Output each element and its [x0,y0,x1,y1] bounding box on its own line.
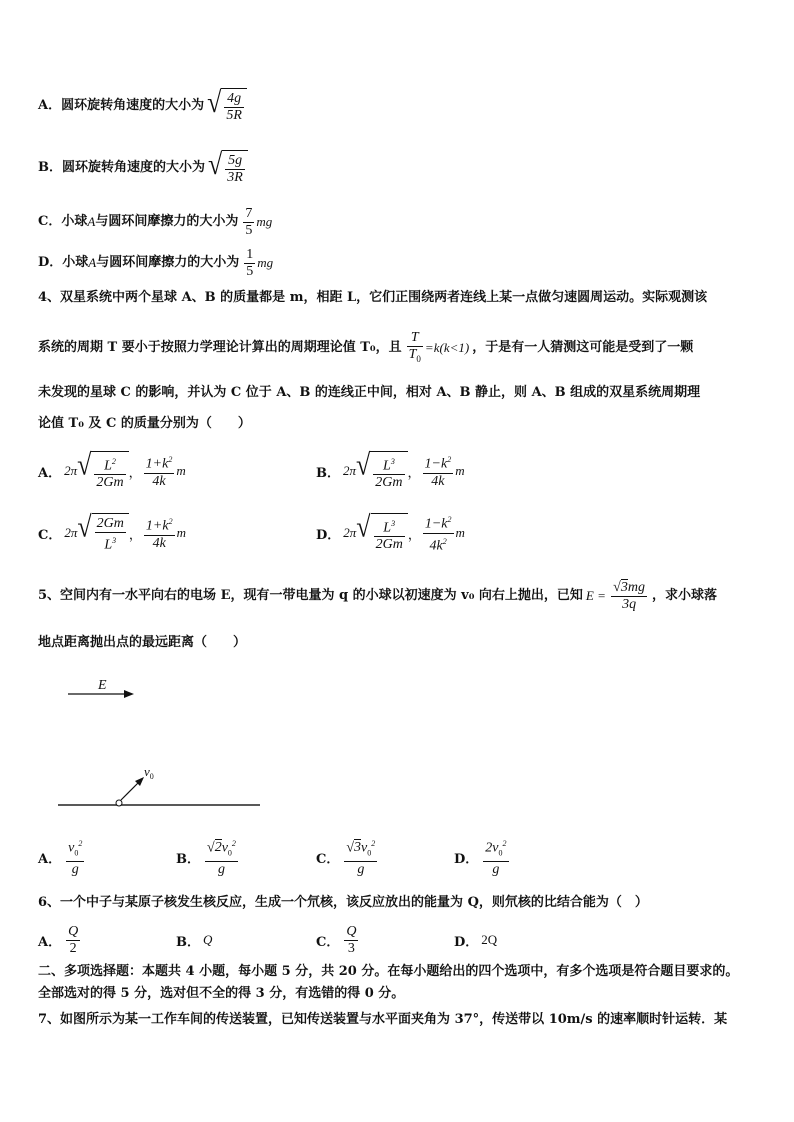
section2-line-1: 二、多项选择题：本题共 4 小题，每小题 5 分，共 20 分。在每小题给出的四个选项中，有多个选项是符合题目要求的。 [38,964,739,979]
q4-line-2: 系统的周期 T 要小于按照力学理论计算出的周期理论值 T₀，且 $\frac{T}{T_0}$ =k(k<1) ，于是有一人猜测这可能是受到了一颗 [38,330,693,366]
q4-ratio-formula: $\frac{T}{T_0}$ =k(k<1) [408,329,470,364]
q3-option-d: D．小球 A 与圆环间摩擦力的大小为 $\frac{1}{5}$ mg [38,246,274,279]
q4-option-d-formula: 2 π √ $\frac{L^3}{2Gm}$ ， $\frac{1-k^2}{4k^2}$ m [343,509,465,554]
q7-line-1: 7、如图所示为某一工作车间的传送装置，已知传送装置与水平面夹角为 37°，传送带以 10m/s 的速率顺时针运转．某 [38,1012,728,1027]
q3-option-b-text: B．圆环旋转角速度的大小为 [38,160,205,175]
q3-option-a-formula: √ $\frac{4g}{5R}$ [207,88,247,124]
q5-option-d: D． $\frac{2v_0^2}{g}$ [454,838,507,878]
q6-line-1: 6、一个中子与某原子核发生核反应，生成一个氘核，该反应放出的能量为 Q，则氘核的比结合能为（ ） [38,895,648,910]
q5-line-1: 5、空间内有一水平向右的电场 E，现有一带电量为 q 的小球以初速度为 v₀ 向右上抛出，已知 E = $\frac{√3mg}{3q}$ ，求小球落 [38,579,717,612]
q3-option-b-formula: √ $\frac{5g}{3R}$ [208,150,248,186]
svg-text:v0 [144,764,154,781]
q3-option-a [38,86,250,126]
q4-line-3: 未发现的星球 C 的影响，并认为 C 位于 A、B 的连线正中间，相对 A、B 静止，则 A、B 组成的双星系统周期理 [38,385,701,400]
q3-option-d-formula: $\frac{1}{5}$ mg [246,246,274,279]
q5-diagram-v-sub: 0 [149,772,154,781]
q5-line-2: 地点距离抛出点的最远距离（ ） [38,635,247,650]
q4-line-1: 4、双星系统中两个星球 A、B 的质量都是 m，相距 L，它们正围绕两者连线上某一点做匀速圆周运动。实际观测该 [38,290,708,305]
q6-option-c: C． $\frac{Q}{3}$ [316,923,357,956]
q3-option-b [38,148,251,188]
q5-e-formula: E = $\frac{√3mg}{3q}$ [585,579,645,612]
q6-option-d: D． 2Q [454,932,498,950]
q5-velocity-arrow [121,781,140,800]
q6-option-a: A． $\frac{Q}{2}$ [38,923,79,956]
q3-option-a-text: A．圆环旋转角速度的大小为 [38,98,205,113]
q5-field-arrow-head [124,690,134,698]
q5-option-c: C． $\frac{√3v_0^2}{g}$ [316,838,376,878]
q5-ball [116,800,122,806]
q4-option-b-formula: 2 π √ $\frac{L^3}{2Gm}$ ， $\frac{1-k^2}{4k}$ m [343,447,465,491]
q4-option-b: B． 2 π √ $\frac{L^3}{2Gm}$ ， $\frac{1-k^2}{4k}$ m [316,447,465,491]
q5-option-a: A． $\frac{v_0^2}{g}$ [38,838,83,878]
section2-line-2: 全部选对的得 5 分，选对但不全的得 3 分，有选错的得 0 分。 [38,986,405,1001]
q5-diagram-e-label: E [98,678,107,693]
q3-option-c-formula: $\frac{7}{5}$ mg [245,205,273,238]
q4-line-4: 论值 T₀ 及 C 的质量分别为（ ） [38,416,251,431]
q3-option-c: C．小球 A 与圆环间摩擦力的大小为 $\frac{7}{5}$ mg [38,205,273,238]
q5-diagram [40,668,280,818]
q4-option-a: A． 2 π √ $\frac{L^2}{2Gm}$ ， $\frac{1+k^2}{4k}$ m [38,447,186,491]
q4-option-c-formula: 2 π √ $\frac{2Gm}{L^3}$ ， $\frac{1+k^2}{4k}$ m [64,509,186,553]
q4-option-a-formula: 2 π √ $\frac{L^2}{2Gm}$ ， $\frac{1+k^2}{4k}$ m [64,447,186,491]
q4-option-c: C． 2 π √ $\frac{2Gm}{L^3}$ ， $\frac{1+k^2}{4k}$ m [38,509,186,553]
q5-option-b: B． $\frac{√2v_0^2}{g}$ [176,838,236,878]
q6-option-b: B． Q [176,932,213,950]
q4-option-d: D． 2 π √ $\frac{L^3}{2Gm}$ ， $\frac{1-k^2}{4k^2}$ m [316,509,465,554]
q5-diagram-v-label: v [144,764,150,779]
